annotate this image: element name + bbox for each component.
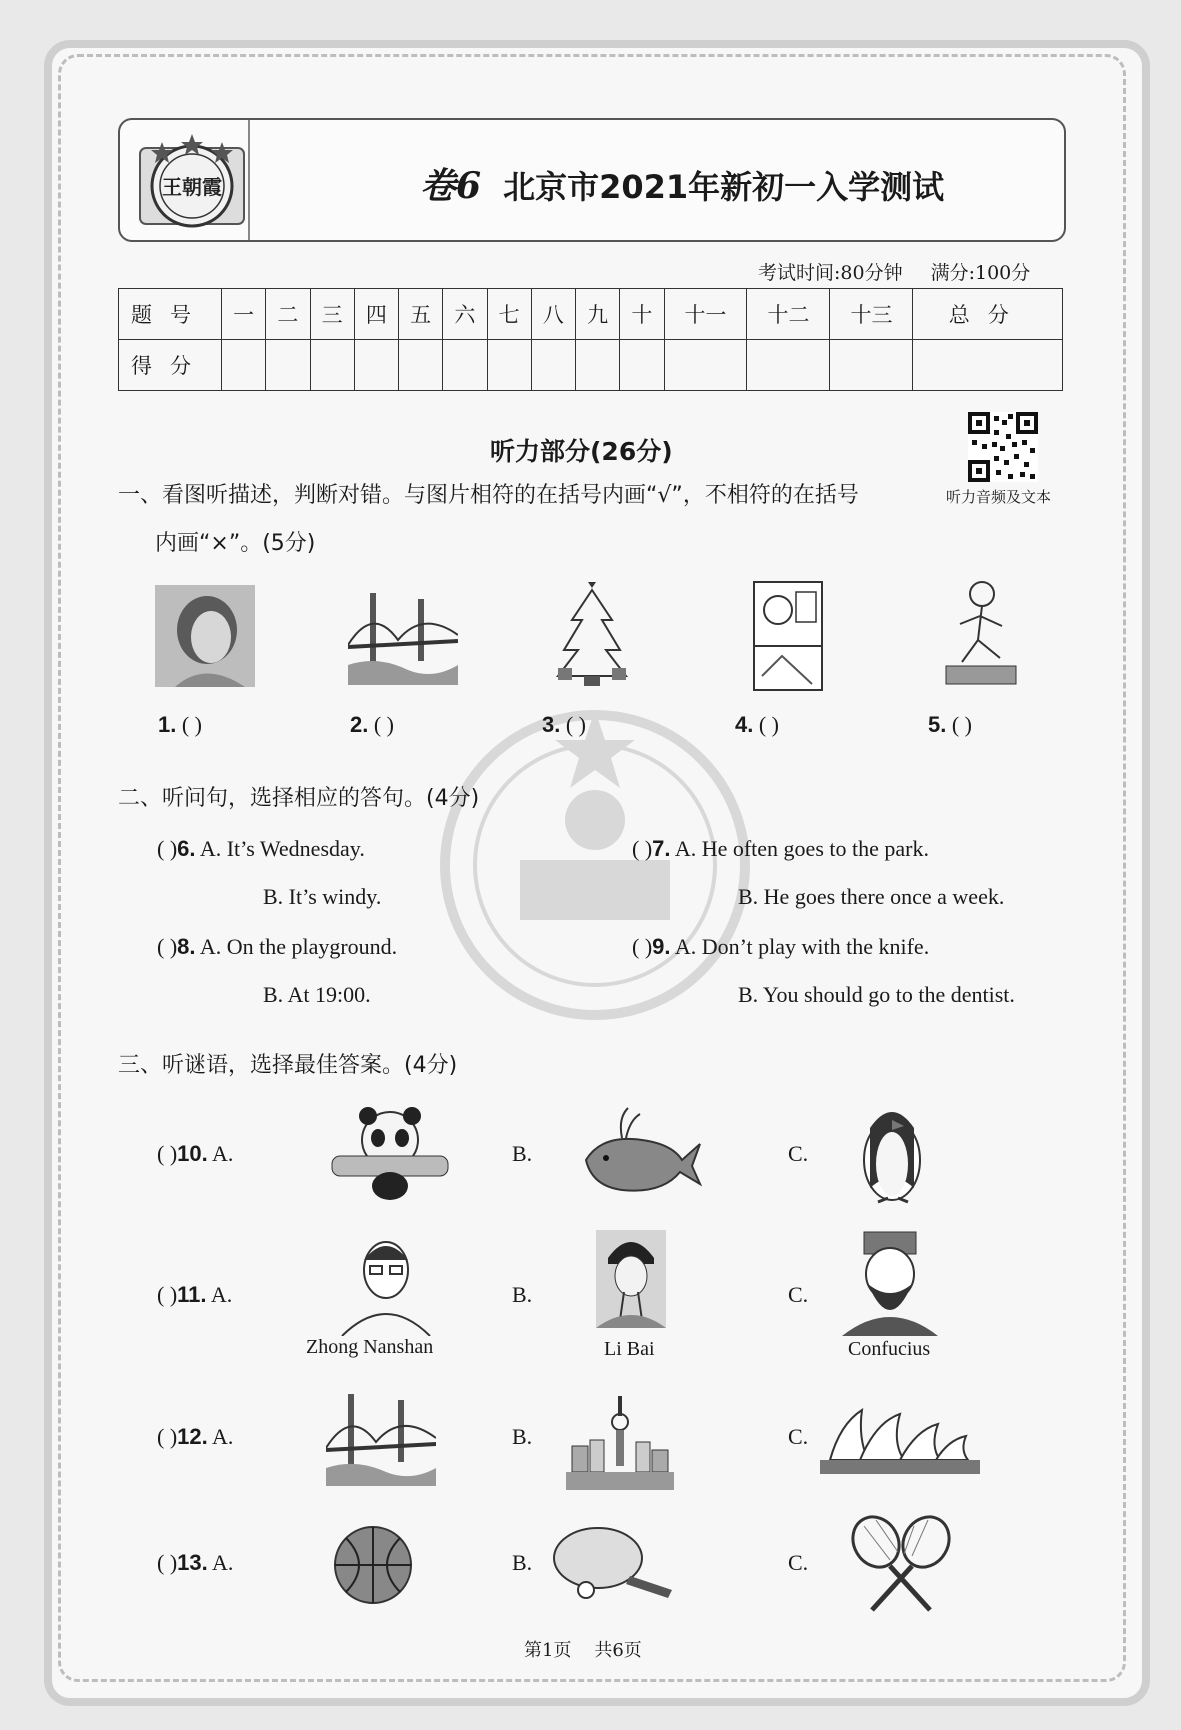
score-cell[interactable] — [830, 340, 913, 391]
question-12-option-b-label: B. — [512, 1424, 533, 1449]
question-number: 10. — [177, 1141, 208, 1166]
question-13-option-c-label: C. — [788, 1550, 809, 1575]
option-a: A. He often goes to the park. — [674, 836, 929, 861]
score-cell[interactable] — [747, 340, 830, 391]
city-tower-skyline-icon[interactable] — [566, 1392, 674, 1490]
question-9-option-b: B. You should go to the dentist. — [738, 982, 1015, 1007]
sydney-opera-house-icon[interactable] — [820, 1404, 980, 1480]
question-10 — [157, 1141, 233, 1167]
item-number: 5. — [928, 712, 947, 737]
listening-title: 听力部分(26分) — [490, 437, 673, 466]
item-number: 1. — [158, 712, 177, 737]
option-a: A. It’s Wednesday. — [199, 836, 365, 861]
confucius-portrait-icon[interactable] — [838, 1228, 942, 1336]
zhong-nanshan-portrait-icon[interactable] — [336, 1232, 436, 1336]
col-1: 一 — [222, 289, 266, 340]
question-number: 6. — [177, 836, 196, 861]
score-table — [118, 288, 1063, 391]
option-a: A. Don’t play with the knife. — [674, 934, 930, 959]
score-cell[interactable] — [399, 340, 443, 391]
caption-li-bai: Li Bai — [604, 1338, 655, 1360]
col-7: 七 — [487, 289, 531, 340]
col-10: 十 — [620, 289, 664, 340]
boy-with-toys-icon — [940, 578, 1022, 690]
col-12: 十二 — [747, 289, 830, 340]
answer-parens[interactable]: ( ) — [951, 712, 973, 737]
question-9 — [632, 934, 929, 960]
item-number: 2. — [350, 712, 369, 737]
part1-item-3 — [542, 712, 586, 738]
exam-header — [118, 118, 1066, 242]
question-number: 9. — [652, 934, 671, 959]
panda-icon[interactable] — [328, 1104, 452, 1204]
ping-pong-paddle-icon[interactable] — [550, 1524, 680, 1600]
score-cell[interactable] — [222, 340, 266, 391]
volume-label: 卷6 — [420, 165, 482, 207]
question-11 — [157, 1282, 232, 1308]
question-12 — [157, 1424, 233, 1450]
question-13 — [157, 1550, 233, 1576]
col-5: 五 — [399, 289, 443, 340]
exam-time: 考试时间:80分钟 — [758, 262, 903, 284]
svg-text:王朝霞: 王朝霞 — [162, 175, 222, 199]
part1-item-2 — [350, 712, 394, 738]
col-13: 十三 — [830, 289, 913, 340]
question-6 — [157, 836, 365, 862]
score-cell[interactable] — [354, 340, 398, 391]
question-number: 13. — [177, 1550, 208, 1575]
score-cell[interactable] — [576, 340, 620, 391]
option-a-label: A. — [212, 1141, 234, 1166]
question-number: 12. — [177, 1424, 208, 1449]
qr-caption: 听力音频及文本 — [946, 488, 1052, 506]
col-11: 十一 — [664, 289, 747, 340]
score-cell[interactable] — [531, 340, 575, 391]
exam-meta — [758, 258, 1030, 285]
answer-parens[interactable]: ( ) — [181, 712, 203, 737]
col-2: 二 — [266, 289, 310, 340]
part3-instruction: 三、听谜语，选择最佳答案。(4分) — [118, 1053, 458, 1078]
row-head-question: 题号 — [119, 289, 222, 340]
penguin-icon[interactable] — [852, 1098, 934, 1206]
col-4: 四 — [354, 289, 398, 340]
part1-item-1 — [158, 712, 202, 738]
question-10-option-c-label: C. — [788, 1141, 809, 1166]
golden-gate-bridge-icon — [348, 585, 458, 685]
page-footer — [524, 1636, 642, 1662]
part1-instruction-line1: 一、看图听描述，判断对错。与图片相符的在括号内画“√”，不相符的在括号 — [118, 483, 859, 508]
question-number: 7. — [652, 836, 671, 861]
answer-parens[interactable]: ( ) — [632, 934, 653, 959]
score-cell[interactable] — [664, 340, 747, 391]
question-number: 11. — [177, 1282, 207, 1307]
tennis-rackets-icon[interactable] — [846, 1514, 956, 1614]
question-10-option-b-label: B. — [512, 1141, 533, 1166]
part2-instruction: 二、听问句，选择相应的答句。(4分) — [118, 786, 480, 811]
answer-parens[interactable]: ( ) — [373, 712, 395, 737]
option-a: A. On the playground. — [199, 934, 398, 959]
answer-parens[interactable]: ( ) — [157, 836, 178, 861]
question-8-option-b: B. At 19:00. — [263, 982, 371, 1007]
answer-parens[interactable]: ( ) — [157, 1424, 178, 1449]
portrait-woman-icon — [155, 585, 255, 687]
answer-parens[interactable]: ( ) — [157, 1282, 178, 1307]
title-text: 北京市2021年新初一入学测试 — [503, 168, 945, 206]
item-number: 4. — [735, 712, 754, 737]
golden-gate-bridge-icon[interactable] — [326, 1390, 436, 1486]
score-table-header-row — [119, 289, 1063, 340]
option-a-label: A. — [212, 1550, 234, 1575]
score-cell[interactable] — [913, 340, 1063, 391]
col-8: 八 — [531, 289, 575, 340]
score-table-score-row — [119, 340, 1063, 391]
basketball-icon[interactable] — [332, 1524, 414, 1606]
christmas-tree-icon — [552, 580, 632, 690]
row-head-score: 得分 — [119, 340, 222, 391]
question-13-option-b-label: B. — [512, 1550, 533, 1575]
score-cell[interactable] — [487, 340, 531, 391]
caption-confucius: Confucius — [848, 1338, 931, 1360]
col-9: 九 — [576, 289, 620, 340]
answer-parens[interactable]: ( ) — [157, 934, 178, 959]
question-7-option-b: B. He goes there once a week. — [738, 884, 1005, 909]
question-11-option-c-label: C. — [788, 1282, 809, 1307]
watermark-seal-icon — [430, 700, 760, 1030]
col-total: 总分 — [913, 289, 1063, 340]
answer-parens[interactable]: ( ) — [157, 1550, 178, 1575]
answer-parens[interactable]: ( ) — [758, 712, 780, 737]
part1-item-5 — [928, 712, 972, 738]
qr-code-icon[interactable] — [968, 412, 1038, 482]
logo-divider — [248, 120, 250, 240]
option-a-label: A. — [212, 1424, 234, 1449]
item-number: 3. — [542, 712, 561, 737]
col-3: 三 — [310, 289, 354, 340]
comic-boy-icon — [752, 580, 824, 692]
score-cell[interactable] — [310, 340, 354, 391]
option-a-label: A. — [210, 1282, 233, 1307]
answer-parens[interactable]: ( ) — [565, 712, 587, 737]
question-8 — [157, 934, 397, 960]
question-number: 8. — [177, 934, 196, 959]
part1-item-4 — [735, 712, 779, 738]
part1-instruction-line2: 内画“×”。(5分) — [155, 531, 316, 556]
caption-zhong-nanshan: Zhong Nanshan — [306, 1336, 434, 1358]
whale-icon[interactable] — [582, 1104, 702, 1200]
page-number: 第1页 — [524, 1640, 572, 1661]
score-cell[interactable] — [443, 340, 487, 391]
question-6-option-b: B. It’s windy. — [263, 884, 382, 909]
page-total: 共6页 — [594, 1640, 642, 1661]
exam-title — [420, 158, 944, 209]
question-12-option-c-label: C. — [788, 1424, 809, 1449]
score-cell[interactable] — [266, 340, 310, 391]
question-11-option-b-label: B. — [512, 1282, 533, 1307]
answer-parens[interactable]: ( ) — [157, 1141, 178, 1166]
question-7 — [632, 836, 929, 862]
score-cell[interactable] — [620, 340, 664, 391]
answer-parens[interactable]: ( ) — [632, 836, 653, 861]
brand-logo-icon — [132, 128, 252, 232]
exam-full-score: 满分:100分 — [930, 262, 1031, 284]
li-bai-portrait-icon[interactable] — [596, 1230, 666, 1328]
col-6: 六 — [443, 289, 487, 340]
